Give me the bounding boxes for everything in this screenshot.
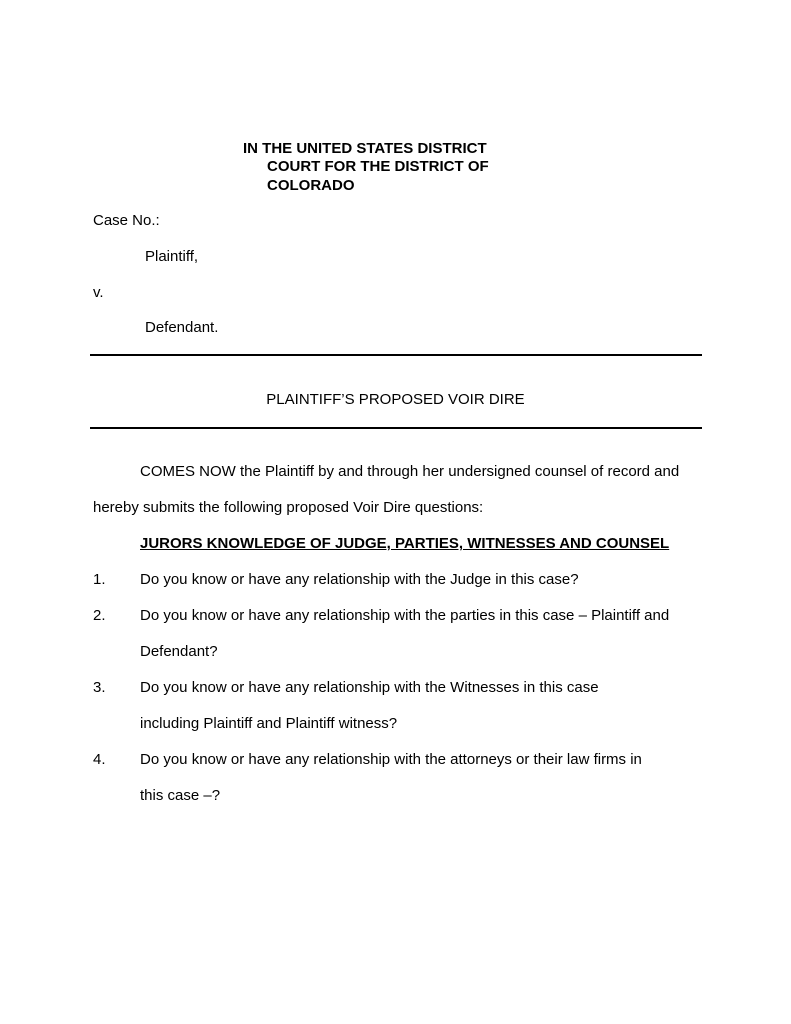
question-3-text-line-1: Do you know or have any relationship with the Witnesses in this case: [140, 679, 599, 696]
question-2-text-line-2: Defendant?: [140, 643, 218, 660]
question-3-text-line-2: including Plaintiff and Plaintiff witness?: [140, 715, 398, 732]
question-1-number: 1.: [93, 571, 106, 588]
question-2-text-line-1: Do you know or have any relationship with the parties in this case – Plaintiff and: [140, 607, 670, 624]
versus-label: v.: [93, 284, 104, 301]
question-4-text-line-2: this case –?: [140, 787, 221, 804]
intro-line-2: hereby submits the following proposed Voir Dire questions:: [93, 499, 484, 516]
court-heading-line-2: COURT FOR THE DISTRICT OF: [267, 158, 489, 175]
question-2-number: 2.: [93, 607, 106, 624]
question-4-text-line-1: Do you know or have any relationship with the attorneys or their law firms in: [140, 751, 642, 768]
caption-divider-bottom: [90, 427, 702, 429]
question-1-text: Do you know or have any relationship with the Judge in this case?: [140, 571, 579, 588]
court-heading-line-1: IN THE UNITED STATES DISTRICT: [243, 140, 487, 157]
intro-line-1: COMES NOW the Plaintiff by and through her undersigned counsel of record and: [140, 463, 680, 480]
defendant-label: Defendant.: [145, 319, 219, 336]
question-4-number: 4.: [93, 751, 106, 768]
document-title: PLAINTIFF’S PROPOSED VOIR DIRE: [266, 391, 525, 408]
section-heading: JURORS KNOWLEDGE OF JUDGE, PARTIES, WITNESSES AND COUNSEL: [140, 535, 670, 552]
plaintiff-label: Plaintiff,: [145, 248, 199, 265]
caption-divider-top: [90, 354, 702, 356]
question-3-number: 3.: [93, 679, 106, 696]
court-heading-line-3: COLORADO: [267, 177, 355, 194]
case-number-label: Case No.:: [93, 212, 160, 229]
